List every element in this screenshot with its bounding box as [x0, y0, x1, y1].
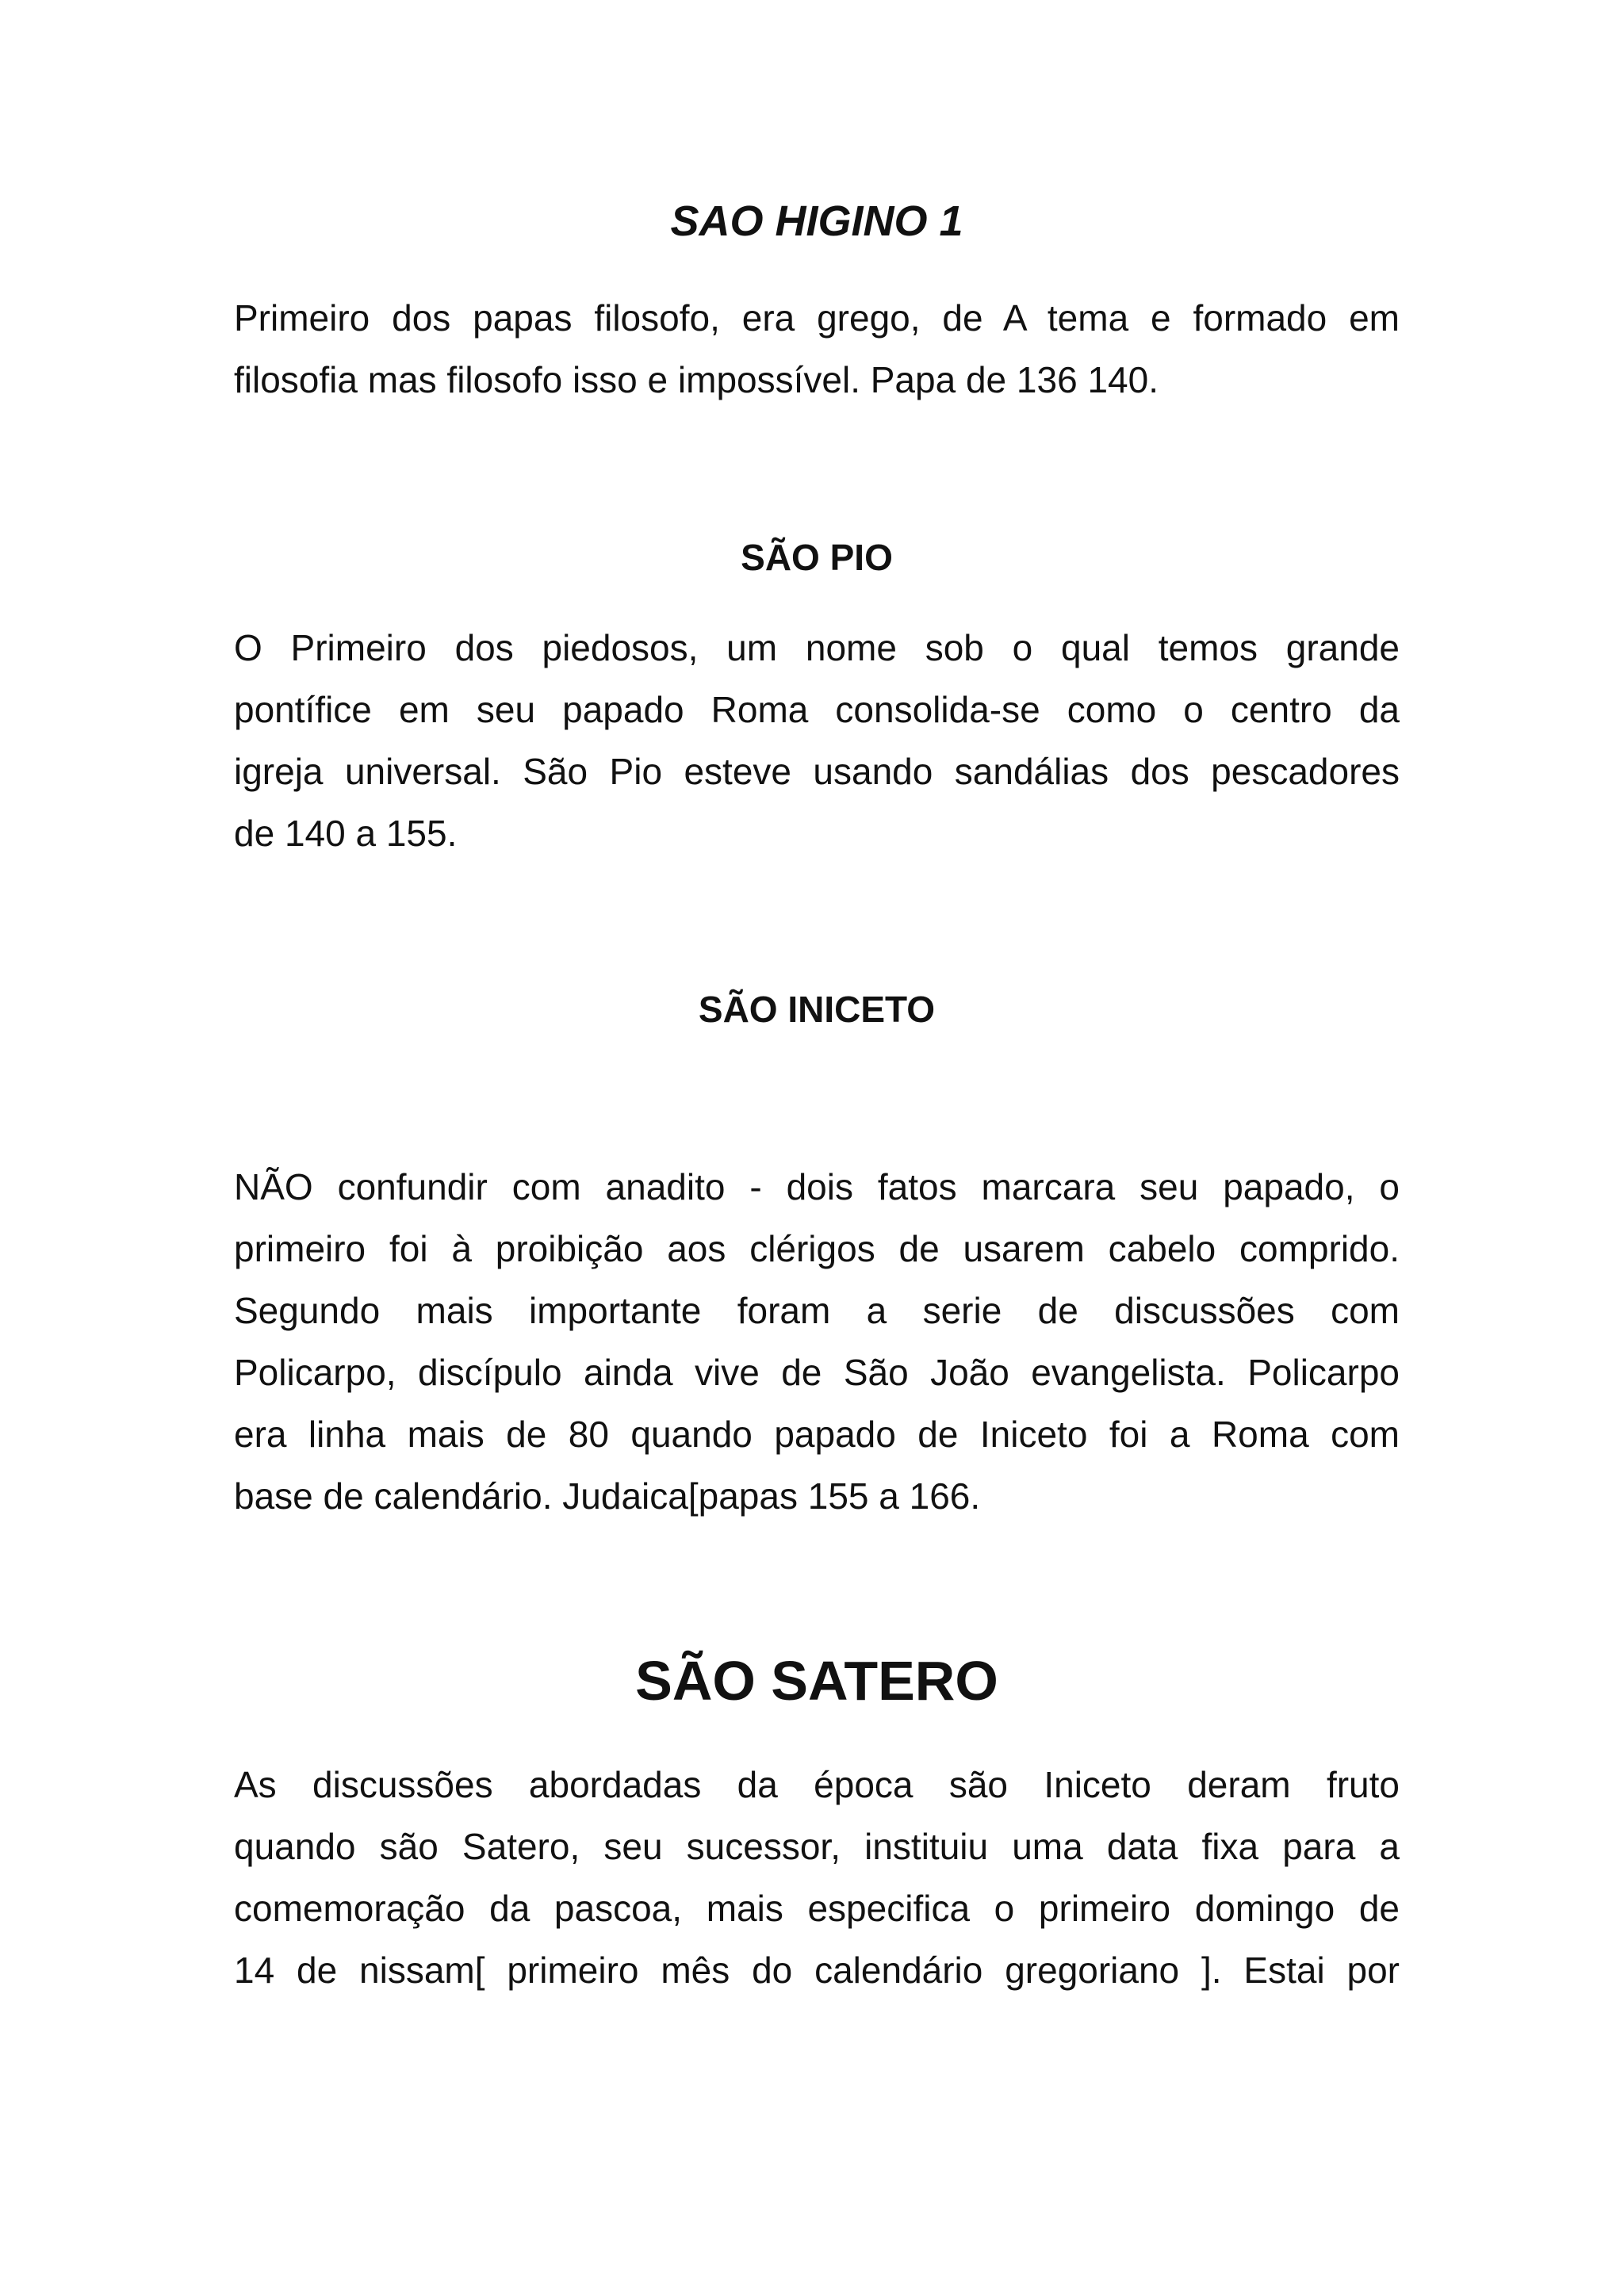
text-line: comemoração da pascoa, mais especifica o primeiro domingo de — [234, 1888, 1400, 1929]
text-line: era linha mais de 80 quando papado de Iniceto foi a Roma com — [234, 1414, 1400, 1455]
text-line: O Primeiro dos piedosos, um nome sob o qual temos grande — [234, 627, 1400, 668]
paragraph-sao-higino — [234, 287, 1400, 411]
section-title-sao-higino: SAO HIGINO 1 — [670, 197, 963, 245]
text-line: NÃO confundir com anadito - dois fatos marcara seu papado, o — [234, 1166, 1400, 1207]
text-line: 14 de nissam[ primeiro mês do calendário gregoriano ]. Estai por — [234, 1950, 1400, 1991]
text-line: Policarpo, discípulo ainda vive de São João evangelista. Policarpo — [234, 1352, 1400, 1393]
text-line: As discussões abordadas da época são Iniceto deram fruto — [234, 1764, 1400, 1805]
paragraph-sao-pio — [234, 617, 1400, 864]
text-line: Segundo mais importante foram a serie de discussões com — [234, 1290, 1400, 1331]
text-line: quando são Satero, seu sucessor, instituiu uma data fixa para a — [234, 1826, 1400, 1867]
paragraph-sao-iniceto — [234, 1156, 1400, 1527]
text-line: pontífice em seu papado Roma consolida-se como o centro da — [234, 689, 1400, 730]
section-title-sao-iniceto: SÃO INICETO — [698, 989, 936, 1030]
text-line: primeiro foi à proibição aos clérigos de usarem cabelo comprido. — [234, 1228, 1400, 1269]
section-title-sao-pio: SÃO PIO — [741, 537, 893, 578]
text-line: filosofia mas filosofo isso e impossível. Papa de 136 140. — [234, 359, 1159, 400]
text-line: de 140 a 155. — [234, 813, 458, 854]
section-title-sao-satero: SÃO SATERO — [635, 1650, 998, 1712]
text-line: base de calendário. Judaica[papas 155 a 166. — [234, 1475, 981, 1517]
text-line: igreja universal. São Pio esteve usando sandálias dos pescadores — [234, 751, 1400, 792]
paragraph-sao-satero — [234, 1754, 1400, 2001]
text-line: Primeiro dos papas filosofo, era grego, de A tema e formado em — [234, 297, 1400, 339]
